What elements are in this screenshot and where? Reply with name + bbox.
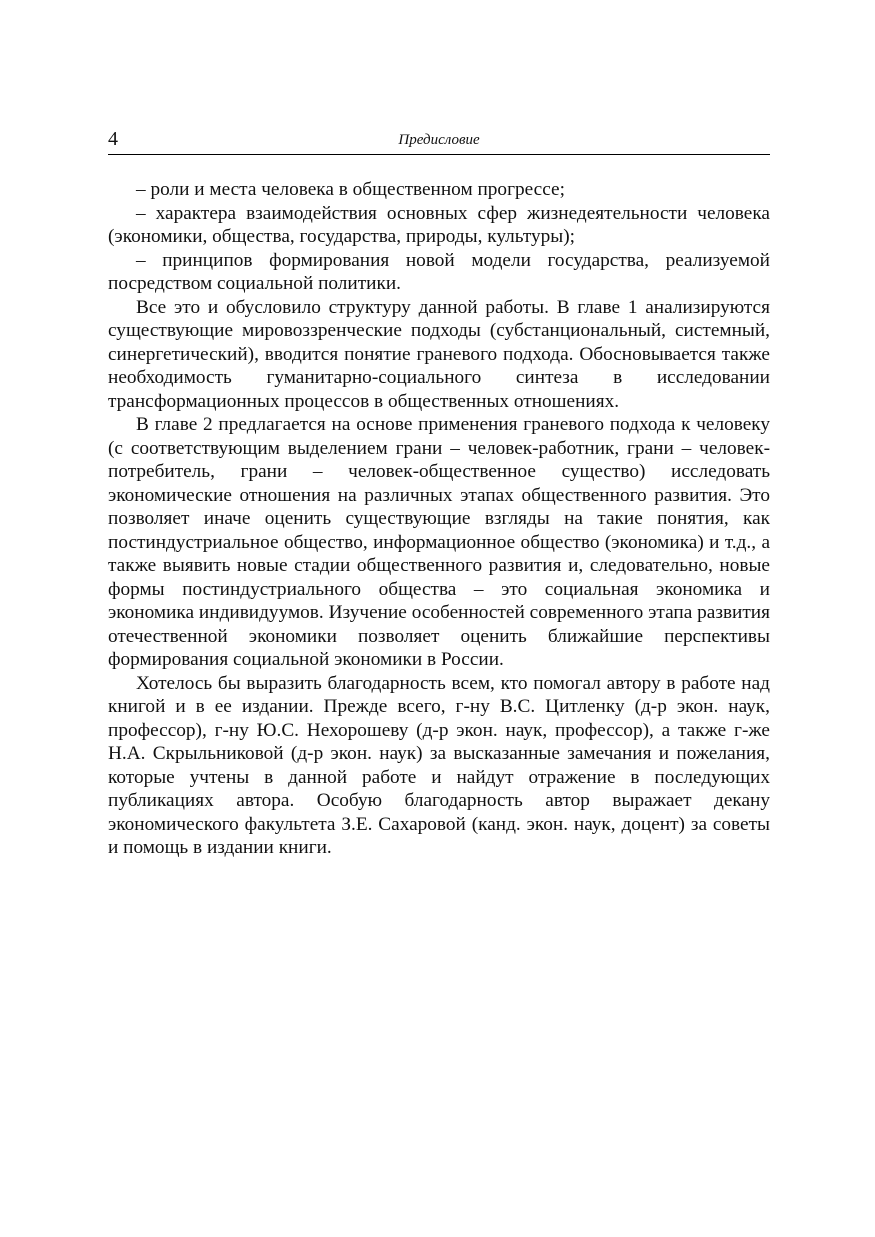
body-text [108,178,770,860]
running-header [108,128,770,155]
list-item-interaction: – характера взаимодействия основных сфер жизнедеятельности человека (экономики, общества, государства, природы, культуры); [108,202,770,247]
paragraph-acknowledgements: Хотелось бы выразить благодарность всем, кто помогал автору в работе над книгой и в ее издании. Прежде всего, г-ну В.С. Цитленку (д-р экон. наук, профессор), г-ну Ю.С. Нехорошеву (д-р экон. наук, профессор), а также г-же Н.А. Скрыльниковой (д-р экон. наук) за высказанные замечания и пожелания, которые учтены в данной работе и найдут отражение в последующих публикациях автора. Особую благодарность автор выражает декану экономического факультета З.Е. Сахаровой (канд. экон. наук, доцент) за советы и помощь в издании книги. [108,672,770,858]
page-number: 4 [108,128,118,150]
paragraph-structure: Все это и обусловило структуру данной работы. В главе 1 анализируются существующие мировоззренческие подходы (субстанциональный, системный, синергетический), вводится понятие граневого подхода. Обосновывается также необходимость гуманитарно-социального синтеза в исследовании трансформационных процессов в общественных отношениях. [108,296,770,412]
paragraph-chapter-2: В главе 2 предлагается на основе применения граневого подхода к человеку (с соответствующим выделением грани – человек-работник, грани – человек-потребитель, грани – человек-общественное существо) исследовать экономические отношения на различных этапах общественного развития. Это позволяет иначе оценить существующие взгляды на такие понятия, как постиндустриальное общество, информационное общество (экономика) и т.д., а также выявить новые стадии общественного развития и, следовательно, новые формы постиндустриального общества – это социальная экономика и экономика индивидуумов. Изучение особенностей современного этапа развития отечественной экономики позволяет оценить ближайшие перспективы формирования социальной экономики в России. [108,414,770,670]
list-item-principles: – принципов формирования новой модели государства, реализуемой посредством социальной политики. [108,249,770,294]
header-title: Предисловие [398,132,480,148]
list-item-role: – роли и места человека в общественном прогрессе; [136,179,565,200]
